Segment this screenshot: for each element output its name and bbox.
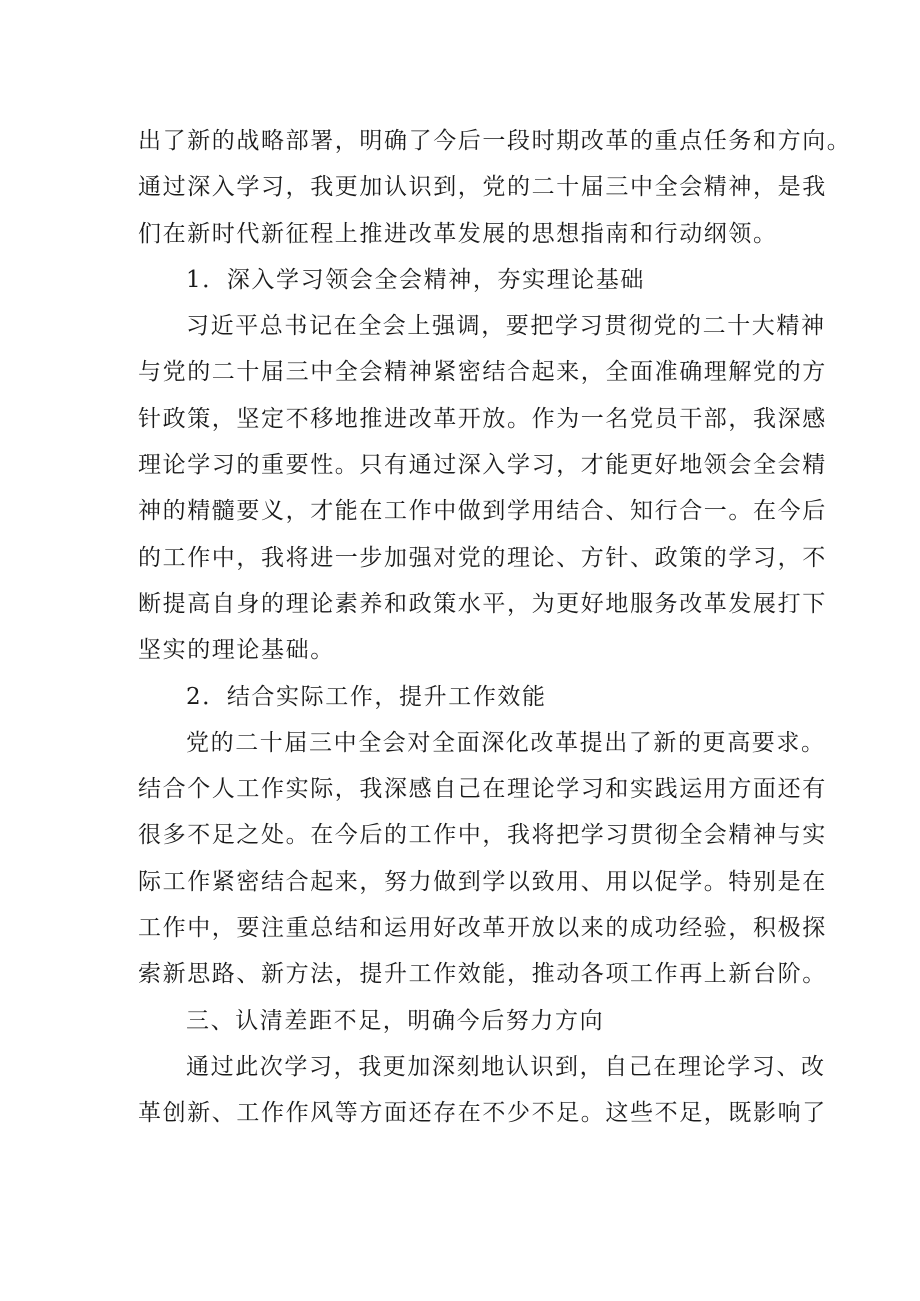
text-line: 的工作中，我将进一步加强对党的理论、方针、政策的学习，不 [138,544,827,571]
section-heading-1: 1．深入学习领会全会精神，夯实理论基础 [186,266,646,293]
text-line: 断提高自身的理论素养和政策水平，为更好地服务改革发展打下 [138,590,827,617]
paragraph-start: 习近平总书记在全会上强调，要把学习贯彻党的二十大精神 [186,313,826,340]
paragraph-start: 党的二十届三中全会对全面深化改革提出了新的更高要求。 [186,729,826,756]
text-line: 结合个人工作实际，我深感自己在理论学习和实践运用方面还有 [138,776,827,803]
text-line: 与党的二十届三中全会精神紧密结合起来，全面准确理解党的方 [138,359,827,386]
text-line: 理论学习的重要性。只有通过深入学习，才能更好地领会全会精 [138,452,827,479]
text-line: 出了新的战略部署，明确了今后一段时期改革的重点任务和方向。 [138,128,852,154]
text-line: 工作中，要注重总结和运用好改革开放以来的成功经验，积极探 [138,915,827,942]
document-body [138,118,852,1137]
text-line: 神的精髓要义，才能在工作中做到学用结合、知行合一。在今后 [138,498,827,525]
paragraph-start: 通过此次学习，我更加深刻地认识到，自己在理论学习、改 [186,1053,826,1080]
text-line: 革创新、工作作风等方面还存在不少不足。这些不足，既影响了 [138,1100,827,1127]
section-heading-2: 2．结合实际工作，提升工作效能 [186,683,547,710]
text-line: 索新思路、新方法，提升工作效能，推动各项工作再上新台阶。 [138,961,827,988]
section-heading-3: 三、认清差距不足，明确今后努力方向 [186,1007,605,1034]
text-line: 通过深入学习，我更加认识到，党的二十届三中全会精神，是我 [138,174,827,201]
text-line: 针政策，坚定不移地推进改革开放。作为一名党员干部，我深感 [138,405,827,432]
text-line: 很多不足之处。在今后的工作中，我将把学习贯彻全会精神与实 [138,822,827,849]
text-line: 们在新时代新征程上推进改革发展的思想指南和行动纲领。 [138,220,778,247]
text-line: 际工作紧密结合起来，努力做到学以致用、用以促学。特别是在 [138,868,827,895]
text-line: 坚实的理论基础。 [138,637,335,664]
